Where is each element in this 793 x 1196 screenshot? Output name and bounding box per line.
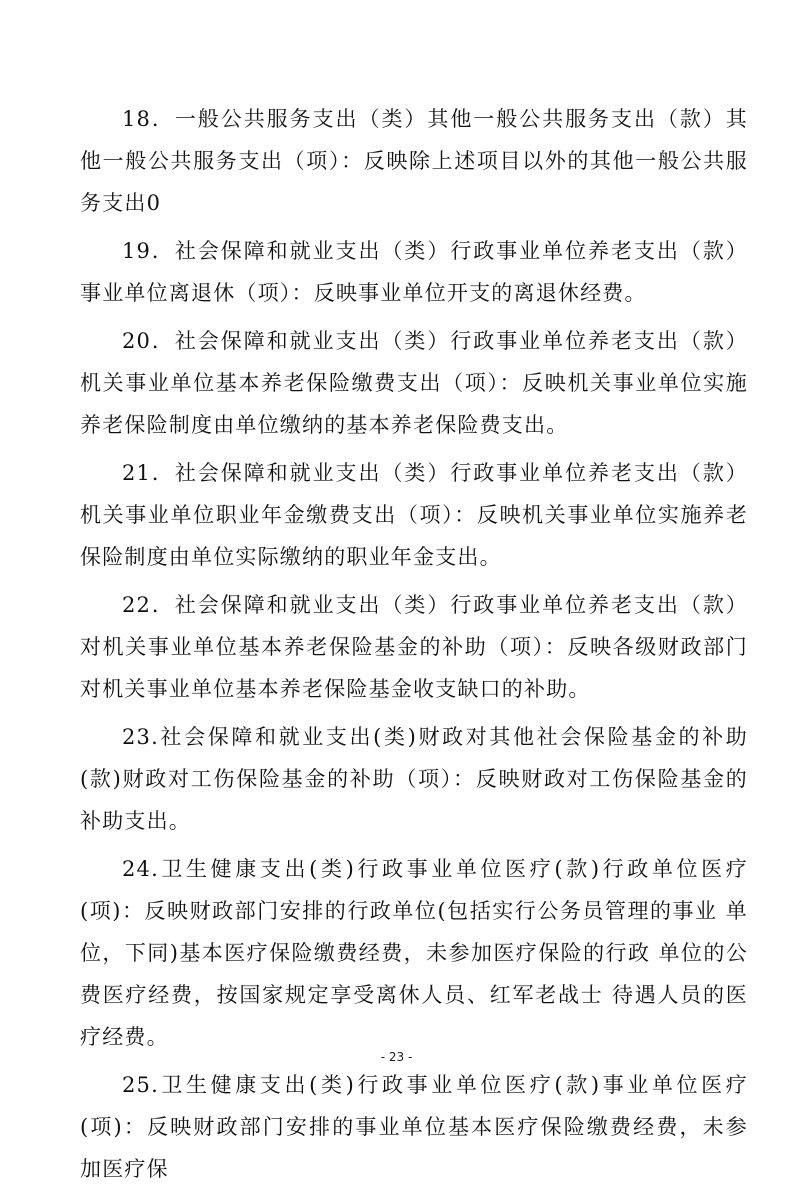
paragraph-22: 22．社会保障和就业支出（类）行政事业单位养老支出（款）对机关事业单位基本养老保险基金的补助（项）：反映各级财政部门对机关事业单位基本养老保险基金收支缺口的补助。 xyxy=(80,593,748,701)
paragraph-19: 19．社会保障和就业支出（类）行政事业单位养老支出（款）事业单位离退休（项）：反映事业单位开支的离退休经费。 xyxy=(80,239,748,305)
paragraph-25: 25.卫生健康支出(类)行政事业单位医疗(款)事业单位医疗(项)：反映财政部门安排的事业单位基本医疗保险缴费经费，未参 加医疗保 xyxy=(80,1073,748,1181)
paragraph-23: 23.社会保障和就业支出(类)财政对其他社会保险基金的补助(款)财政对工伤保险基金的补助（项）：反映财政对工伤保险基金的补助支出。 xyxy=(80,725,748,833)
paragraph-24: 24.卫生健康支出(类)行政事业单位医疗(款)行政单位医疗(项)：反映财政部门安排的行政单位(包括实行公务员管理的事业 单位，下同)基本医疗保险缴费经费，未参加医疗保险的行政 单位的公费医疗经费，按国家规定享受离休人员、红军老战士 待遇人员的医疗经费。 xyxy=(80,857,748,1049)
paragraph-18: 18．一般公共服务支出（类）其他一般公共服务支出（款）其他一般公共服务支出（项）：反映除上述项目以外的其他一般公共服务支出0 xyxy=(80,107,748,215)
paragraph-20: 20．社会保障和就业支出（类）行政事业单位养老支出（款）机关事业单位基本养老保险缴费支出（项）：反映机关事业单位实施养老保险制度由单位缴纳的基本养老保险费支出。 xyxy=(80,329,748,437)
page-number: - 23 - xyxy=(380,1050,413,1064)
paragraph-21: 21．社会保障和就业支出（类）行政事业单位养老支出（款）机关事业单位职业年金缴费支出（项）：反映机关事业单位实施养老保险制度由单位实际缴纳的职业年金支出。 xyxy=(80,461,748,569)
document-body xyxy=(80,98,748,1196)
